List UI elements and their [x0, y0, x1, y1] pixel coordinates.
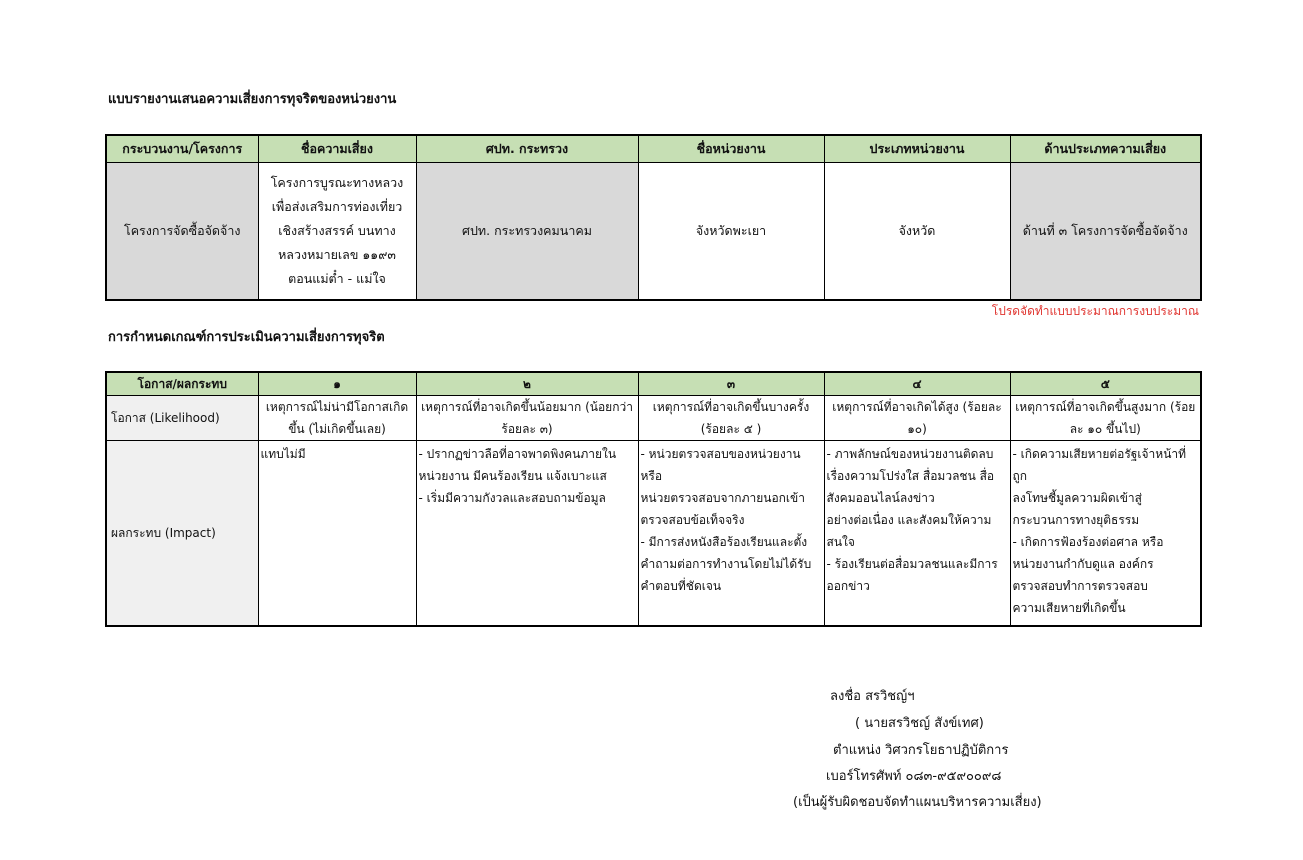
signer-position: ตำแหน่ง วิศวกรโยธาปฏิบัติการ [833, 743, 1009, 758]
likelihood-row [106, 396, 1201, 441]
likelihood-cell-5: เหตุการณ์ที่อาจเกิดขึ้นสูงมาก (ร้อยละ ๑๐ ขึ้นไป) [1010, 396, 1201, 441]
cell-agency-type: จังหวัด [824, 163, 1010, 301]
header-level-1: ๑ [258, 372, 416, 396]
cell-risk-type: ด้านที่ ๓ โครงการจัดซื้อจัดจ้าง [1010, 163, 1201, 301]
likelihood-label: โอกาส (Likelihood) [106, 396, 258, 441]
likelihood-cell-2: เหตุการณ์ที่อาจเกิดขึ้นน้อยมาก (น้อยกว่าร้อยละ ๓) [416, 396, 638, 441]
criteria-table [105, 371, 1202, 627]
cell-agency: จังหวัดพะเยา [638, 163, 824, 301]
header-risk-type: ด้านประเภทความเสี่ยง [1010, 135, 1201, 163]
budget-note: โปรดจัดทำแบบประมาณการงบประมาณ [991, 304, 1199, 318]
header-ministry: ศปท. กระทรวง [416, 135, 638, 163]
header-process: กระบวนงาน/โครงการ [106, 135, 258, 163]
header-level-4: ๔ [824, 372, 1010, 396]
impact-cell-5: - เกิดความเสียหายต่อรัฐเจ้าหน้าที่ถูก ลงโทษชี้มูลความผิดเข้าสู่ กระบวนการทางยุติธรรม - เกิดการฟ้องร้องต่อศาล หรือ หน่วยงานกำกับดูแล องค์กร ตรวจสอบทำการตรวจสอบ ความเสียหายที่เกิดขึ้น [1012, 447, 1187, 615]
header-agency: ชื่อหน่วยงาน [638, 135, 824, 163]
header-agency-type: ประเภทหน่วยงาน [824, 135, 1010, 163]
criteria-header-row [106, 372, 1201, 396]
table-row [106, 163, 1201, 301]
header-level-2: ๒ [416, 372, 638, 396]
risk-report-table [105, 134, 1202, 301]
impact-cell-3: - หน่วยตรวจสอบของหน่วยงาน หรือ หน่วยตรวจสอบจากภายนอกเข้า ตรวจสอบข้อเท็จจริง - มีการส่งหนังสือร้องเรียนและตั้ง คำถามต่อการทำงานโดยไม่ได้รับ คำตอบที่ชัดเจน [640, 447, 812, 593]
header-level-5: ๕ [1010, 372, 1201, 396]
cell-ministry: ศปท. กระทรวงคมนาคม [416, 163, 638, 301]
impact-row [106, 441, 1201, 627]
impact-cell-1: แทบไม่มี [260, 447, 306, 461]
cell-risk-name: โครงการบูรณะทางหลวง เพื่อส่งเสริมการท่องเที่ยว เชิงสร้างสรรค์ บนทาง หลวงหมายเลข ๑๑๙๓ ตอนแม่ต๋ำ - แม่ใจ [258, 163, 416, 301]
impact-cell-4: - ภาพลักษณ์ของหน่วยงานติดลบ เรื่องความโปร่งใส สื่อมวลชน สื่อ สังคมออนไลน์ลงข่าว อย่างต่อเนื่อง และสังคมให้ความสนใจ - ร้องเรียนต่อสื่อมวลชนและมีการ ออกข่าว [826, 447, 998, 593]
impact-cell-2: - ปรากฏข่าวลือที่อาจพาดพิงคนภายใน หน่วยงาน มีคนร้องเรียน แจ้งเบาะแส - เริ่มมีความกังวลและสอบถามข้อมูล [418, 447, 617, 505]
signer-phone: เบอร์โทรศัพท์ ๐๘๓-๙๕๙๐๐๙๘ [826, 769, 1002, 784]
criteria-title: การกำหนดเกณฑ์การประเมินความเสี่ยงการทุจริต [108, 330, 385, 345]
signature-line: ลงชื่อ สรวิชญ์ฯ [830, 689, 915, 704]
impact-label: ผลกระทบ (Impact) [106, 441, 258, 627]
likelihood-cell-4: เหตุการณ์ที่อาจเกิดได้สูง (ร้อยละ ๑๐) [824, 396, 1010, 441]
signer-role: (เป็นผู้รับผิดชอบจัดทำแผนบริหารความเสี่ยง) [793, 795, 1042, 810]
report-title: แบบรายงานเสนอความเสี่ยงการทุจริตของหน่วยงาน [108, 92, 397, 107]
cell-process: โครงการจัดซื้อจัดจ้าง [106, 163, 258, 301]
header-likelihood-impact: โอกาส/ผลกระทบ [106, 372, 258, 396]
signer-name: ( นายสรวิชญ์ สังข์เทศ) [855, 716, 984, 731]
header-level-3: ๓ [638, 372, 824, 396]
likelihood-cell-1: เหตุการณ์ไม่น่ามีโอกาสเกิดขึ้น (ไม่เกิดขึ้นเลย) [258, 396, 416, 441]
likelihood-cell-3: เหตุการณ์ที่อาจเกิดขึ้นบางครั้ง (ร้อยละ ๕ ) [638, 396, 824, 441]
table-header-row [106, 135, 1201, 163]
header-risk-name: ชื่อความเสี่ยง [258, 135, 416, 163]
